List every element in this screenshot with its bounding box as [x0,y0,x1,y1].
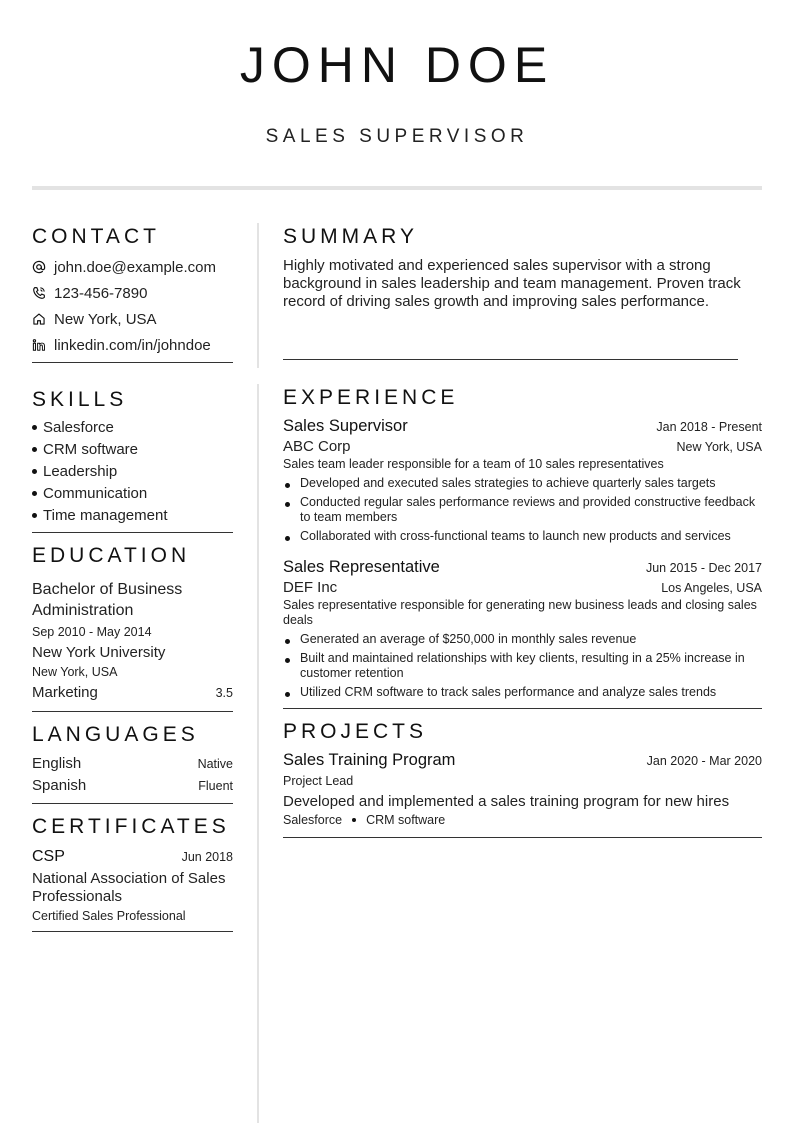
languages-divider [32,803,233,804]
right-column [283,224,762,838]
job-location: New York, USA [676,440,762,454]
project-role: Project Lead [283,774,354,788]
at-sign-icon [32,260,54,274]
job-company: ABC Corp [283,438,351,455]
contact-heading: CONTACT [32,225,160,248]
summary-heading: SUMMARY [283,225,418,248]
skill-item: Leadership [32,461,233,483]
contact-section [32,224,233,363]
certificate-date: Jun 2018 [181,850,233,864]
experience-divider [283,708,762,709]
bullet-icon [32,513,37,518]
education-heading: EDUCATION [32,544,191,567]
resume-name: JOHN DOE [239,37,555,93]
job-title: Sales Representative [283,558,440,576]
bullet-icon [32,469,37,474]
contact-email-text: john.doe@example.com [54,258,216,276]
skills-heading: SKILLS [32,388,128,411]
language-row [32,754,233,776]
job-bullets [283,632,762,700]
contact-location [32,306,233,332]
bullet-icon [32,425,37,430]
languages-heading: LANGUAGES [32,723,199,746]
projects-section [283,719,762,838]
education-divider [32,711,233,712]
certificates-section [32,814,233,932]
education-gpa: 3.5 [215,686,233,700]
project-tag: Salesforce [283,813,343,827]
language-row [32,776,233,798]
language-name: English [32,755,82,772]
job-location: Los Angeles, USA [661,581,762,595]
job-title: Sales Supervisor [283,417,408,435]
contact-location-text: New York, USA [54,310,157,328]
certificate-full-name: Certified Sales Professional [32,909,186,923]
bullet-icon [285,502,290,507]
job-company: DEF Inc [283,579,338,596]
bullet-icon [285,692,290,697]
education-dates: Sep 2010 - May 2014 [32,625,152,639]
contact-divider [32,362,233,363]
bullet-icon [352,818,356,822]
contact-email[interactable] [32,254,233,280]
experience-section [283,385,762,709]
certificate-name: CSP [32,848,65,865]
projects-divider [283,837,762,838]
projects-heading: PROJECTS [283,720,428,743]
skill-item: Salesforce [32,417,233,439]
left-column [32,224,233,932]
bullet-icon [285,658,290,663]
education-school: New York University [32,644,166,661]
project-name: Sales Training Program [283,751,456,769]
contact-phone-text: 123-456-7890 [54,284,148,302]
job-description: Sales representative responsible for generating new business leads and closing sales deals [283,598,757,627]
home-icon [32,312,54,326]
skills-divider [32,532,233,533]
job-bullets [283,476,762,544]
skill-item: Communication [32,483,233,505]
project-tag: CRM software [366,813,446,827]
summary-section [283,224,762,360]
education-field-row [32,683,233,703]
project-dates: Jan 2020 - Mar 2020 [646,754,762,768]
certificate-issuer: National Association of Sales Professionals [32,870,226,905]
project-description: Developed and implemented a sales training program for new hires [283,793,730,810]
job-entry [283,558,762,700]
column-divider [257,223,259,1123]
contact-linkedin-text: linkedin.com/in/johndoe [54,336,211,354]
skill-item: CRM software [32,439,233,461]
education-field: Marketing [32,684,98,701]
bullet-icon [32,491,37,496]
languages-section [32,722,233,804]
bullet-icon [285,483,290,488]
bullet-icon [285,639,290,644]
contact-linkedin[interactable] [32,332,233,358]
project-tags [283,813,762,827]
job-description: Sales team leader responsible for a team of 10 sales representatives [283,457,664,471]
bullet-icon [285,536,290,541]
language-level: Native [197,757,233,771]
language-level: Fluent [198,779,233,793]
certificates-heading: CERTIFICATES [32,815,230,838]
linkedin-icon [32,338,54,352]
certificate-row [32,848,233,866]
job-bullet: Conducted regular sales performance reviews and provided constructive feedback to team members [283,495,762,525]
language-name: Spanish [32,777,87,794]
job-bullet: Built and maintained relationships with key clients, resulting in a 25% increase in customer retention [283,651,762,681]
contact-phone[interactable] [32,280,233,306]
job-entry [283,417,762,544]
summary-divider [283,359,738,360]
summary-text: Highly motivated and experienced sales supervisor with a strong background in sales leadership and team management. Proven track record of driving sales growth and improving sales performance. [283,257,741,310]
education-location: New York, USA [32,665,118,679]
job-bullet: Utilized CRM software to track sales performance and analyze sales trends [283,685,762,700]
experience-heading: EXPERIENCE [283,386,459,409]
job-bullet: Generated an average of $250,000 in monthly sales revenue [283,632,762,647]
certificates-divider [32,931,233,932]
education-degree: Bachelor of Business Administration [32,581,183,619]
resume-title: SALES SUPERVISOR [265,126,529,147]
job-bullet: Developed and executed sales strategies to achieve quarterly sales targets [283,476,762,491]
job-dates: Jan 2018 - Present [656,420,762,434]
header-divider [32,186,762,190]
education-section [32,543,233,712]
skills-section [32,387,233,533]
phone-icon [32,286,54,300]
job-bullet: Collaborated with cross-functional teams to launch new products and services [283,529,762,544]
bullet-icon [32,447,37,452]
job-dates: Jun 2015 - Dec 2017 [645,561,762,575]
skill-item: Time management [32,505,233,527]
